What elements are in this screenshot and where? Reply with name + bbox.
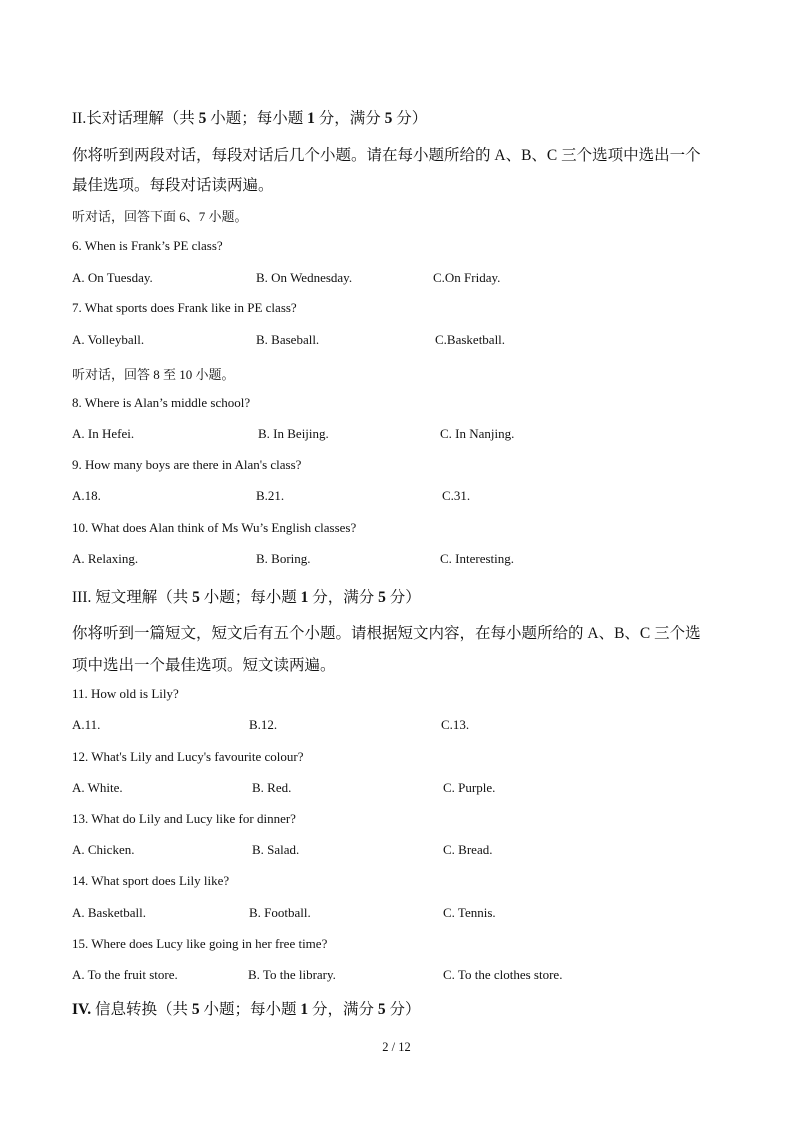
q9-option-c[interactable]: C.31. [442, 488, 471, 503]
heading-text: 分） [385, 589, 421, 606]
q7-option-c[interactable]: C.Basketball. [435, 332, 506, 347]
q13-option-a[interactable]: A. Chicken. [72, 842, 135, 857]
question-count: 5 [192, 589, 200, 606]
section-3-heading [72, 585, 421, 607]
q13-option-b[interactable]: B. Salad. [252, 842, 300, 857]
q10-option-a[interactable]: A. Relaxing. [72, 551, 139, 566]
q15-option-a[interactable]: A. To the fruit store. [72, 967, 178, 982]
q12-option-c[interactable]: C. Purple. [443, 780, 496, 795]
points-total: 5 [377, 1001, 386, 1018]
q8-option-b[interactable]: B. In Beijing. [258, 426, 329, 441]
q8-option-c[interactable]: C. In Nanjing. [440, 426, 515, 441]
q15-option-b[interactable]: B. To the library. [248, 967, 336, 982]
question-count: 5 [198, 110, 207, 127]
q11-option-a[interactable]: A.11. [72, 717, 101, 732]
section-number: IV. [72, 1001, 92, 1018]
q9-option-a[interactable]: A.18. [72, 488, 101, 503]
q7-option-a[interactable]: A. Volleyball. [72, 332, 145, 347]
section-3-instruction-line-2: 项中选出一个最佳选项。短文读两遍。 [72, 657, 336, 674]
question-14: 14. What sport does Lily like? [72, 873, 230, 888]
q8-option-a[interactable]: A. In Hefei. [72, 426, 135, 441]
q11-option-c[interactable]: C.13. [441, 717, 470, 732]
heading-text: 小题；每小题 [206, 110, 308, 127]
heading-text: 小题；每小题 [199, 589, 301, 606]
question-10: 10. What does Alan think of Ms Wu’s English classes? [72, 520, 357, 535]
points-total: 5 [384, 110, 393, 127]
question-7: 7. What sports does Frank like in PE class? [72, 300, 297, 315]
question-15: 15. Where does Lucy like going in her free time? [72, 936, 328, 951]
section-2-heading [72, 106, 427, 128]
q15-option-c[interactable]: C. To the clothes store. [443, 967, 563, 982]
points-total: 5 [378, 589, 386, 606]
question-12: 12. What's Lily and Lucy's favourite colour? [72, 749, 304, 764]
question-count: 5 [191, 1001, 200, 1018]
q10-option-c[interactable]: C. Interesting. [440, 551, 515, 566]
heading-text: 信息转换（共 [91, 1001, 192, 1018]
q7-option-b[interactable]: B. Baseball. [256, 332, 320, 347]
section-2-instruction-line-1: 你将听到两段对话，每段对话后几个小题。请在每小题所给的 A、B、C 三个选项中选出一个 [72, 147, 701, 164]
points-each: 1 [300, 589, 309, 606]
heading-text: 分） [392, 110, 428, 127]
q14-option-b[interactable]: B. Football. [249, 905, 311, 920]
heading-text: II.长对话理解（共 [72, 110, 199, 127]
q12-option-b[interactable]: B. Red. [252, 780, 292, 795]
heading-text: 分，满分 [314, 110, 385, 127]
q6-option-b[interactable]: B. On Wednesday. [256, 270, 353, 285]
heading-text: 小题；每小题 [199, 1001, 301, 1018]
dialog-2-intro: 听对话，回答 8 至 10 小题。 [72, 367, 235, 382]
heading-text: 分） [385, 1001, 421, 1018]
q11-option-b[interactable]: B.12. [249, 717, 278, 732]
question-9: 9. How many boys are there in Alan's class? [72, 457, 302, 472]
heading-text: III. 短文理解（共 [72, 589, 193, 606]
q14-option-c[interactable]: C. Tennis. [443, 905, 496, 920]
page-number: 2 / 12 [382, 1040, 411, 1054]
q13-option-c[interactable]: C. Bread. [443, 842, 493, 857]
q12-option-a[interactable]: A. White. [72, 780, 123, 795]
heading-text: 分，满分 [308, 1001, 378, 1018]
q9-option-b[interactable]: B.21. [256, 488, 285, 503]
heading-text: 分，满分 [308, 589, 379, 606]
question-6: 6. When is Frank’s PE class? [72, 238, 223, 253]
q6-option-c[interactable]: C.On Friday. [433, 270, 501, 285]
dialog-1-intro: 听对话，回答下面 6、7 小题。 [72, 209, 248, 224]
points-each: 1 [300, 1001, 309, 1018]
section-2-instruction-line-2: 最佳选项。每段对话读两遍。 [72, 177, 274, 194]
question-13: 13. What do Lily and Lucy like for dinner? [72, 811, 296, 826]
q14-option-a[interactable]: A. Basketball. [72, 905, 147, 920]
section-4-heading [72, 997, 421, 1019]
question-11: 11. How old is Lily? [72, 686, 179, 701]
section-3-instruction-line-1: 你将听到一篇短文，短文后有五个小题。请根据短文内容，在每小题所给的 A、B、C 三个选 [72, 625, 701, 642]
q6-option-a[interactable]: A. On Tuesday. [72, 270, 153, 285]
question-8: 8. Where is Alan’s middle school? [72, 395, 251, 410]
points-each: 1 [307, 110, 315, 127]
q10-option-b[interactable]: B. Boring. [256, 551, 311, 566]
